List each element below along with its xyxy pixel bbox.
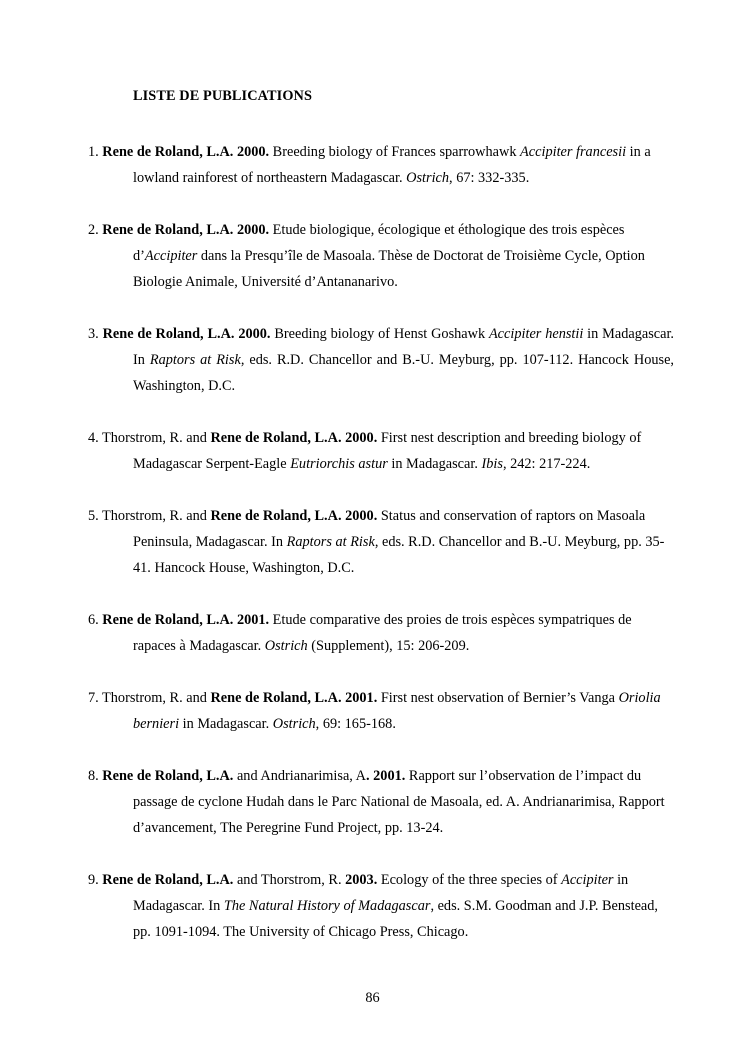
entry-text: Breeding biology of Henst Goshawk xyxy=(270,326,489,342)
page-heading: LISTE DE PUBLICATIONS xyxy=(133,88,313,104)
publication-entry xyxy=(88,867,674,945)
entry-text: 1. xyxy=(88,144,103,160)
page-number: 86 xyxy=(365,990,380,1006)
publication-entry xyxy=(88,685,674,737)
publication-entry xyxy=(88,217,674,295)
entry-text: , eds. R.D. Chancellor and B.-U. Meyburg, pp. 35-41. Hancock House, Washington, D.C. xyxy=(133,534,665,576)
author-year: Rene de Roland, L.A. 2000. xyxy=(102,326,271,342)
italic-title: Raptors at Risk xyxy=(286,534,375,550)
italic-title: Accipiter henstii xyxy=(488,326,584,342)
entry-text: Etude comparative des proies de trois espèces sympatriques de rapaces à Madagascar. xyxy=(133,612,632,654)
entry-text: , eds. R.D. Chancellor and B.-U. Meyburg, pp. 107-112. Hancock House, Washington, D.C. xyxy=(133,352,674,394)
italic-title: Eutriorchis astur xyxy=(290,456,388,472)
author-year: Rene de Roland, L.A. xyxy=(102,872,234,888)
entry-text: First nest description and breeding biology of Madagascar Serpent-Eagle xyxy=(133,430,642,472)
entry-text: 8. xyxy=(88,768,103,784)
author-year: 2003. xyxy=(345,872,378,888)
entry-text: 9. xyxy=(88,872,103,888)
entry-text: 3. xyxy=(88,326,103,342)
italic-title: The Natural History of Madagascar xyxy=(223,898,431,914)
entry-text: and Thorstrom, R. xyxy=(233,872,346,888)
author-year: Rene de Roland, L.A. 2001. xyxy=(210,690,378,706)
entry-text: Etude biologique, écologique et éthologique des trois espèces d’ xyxy=(133,222,625,264)
entry-text: in Madagascar. xyxy=(179,716,273,732)
italic-title: Ostrich xyxy=(272,716,316,732)
entry-text: First nest observation of Bernier’s Vanga xyxy=(377,690,619,706)
publication-entry xyxy=(88,503,674,581)
publication-entry xyxy=(88,321,674,399)
entry-text: , 67: 332-335. xyxy=(449,170,530,186)
italic-title: Accipiter xyxy=(144,248,198,264)
entry-text: Ecology of the three species of xyxy=(377,872,562,888)
entry-text: , 69: 165-168. xyxy=(315,716,396,732)
publication-entry xyxy=(88,763,674,841)
entry-text: (Supplement), 15: 206-209. xyxy=(307,638,470,654)
entry-text: Breeding biology of Frances sparrowhawk xyxy=(269,144,521,160)
italic-title: Oriolia bernieri xyxy=(133,690,661,732)
publication-entry xyxy=(88,607,674,659)
entry-text: 7. Thorstrom, R. and xyxy=(88,690,211,706)
entry-text: 4. Thorstrom, R. and xyxy=(88,430,211,446)
publication-list xyxy=(88,139,674,971)
entry-text: 6. xyxy=(88,612,103,628)
italic-title: Ibis xyxy=(481,456,503,472)
entry-text: and Andrianarimisa, A xyxy=(233,768,366,784)
entry-text: Status and conservation of raptors on Masoala Peninsula, Madagascar. In xyxy=(133,508,646,550)
entry-text: , 242: 217-224. xyxy=(502,456,591,472)
publication-entry xyxy=(88,425,674,477)
italic-title: Ostrich xyxy=(406,170,450,186)
publication-entry xyxy=(88,139,674,191)
italic-title: Raptors at Risk xyxy=(149,352,241,368)
entry-text: Rapport sur l’observation de l’impact du passage de cyclone Hudah dans le Parc National de Masoala, ed. A. Andrianarimisa, Rapport d’avancement, The Peregrine Fund Project, pp. 13-24. xyxy=(133,768,665,836)
italic-title: Accipiter francesii xyxy=(520,144,627,160)
author-year: Rene de Roland, L.A. 2000. xyxy=(102,222,270,238)
author-year: . 2001. xyxy=(366,768,406,784)
author-year: Rene de Roland, L.A. xyxy=(102,768,234,784)
entry-text: 2. xyxy=(88,222,103,238)
author-year: Rene de Roland, L.A. 2000. xyxy=(102,144,270,160)
author-year: Rene de Roland, L.A. 2001. xyxy=(102,612,270,628)
entry-text: dans la Presqu’île de Masoala. Thèse de Doctorat de Troisième Cycle, Option Biologie Animale, Université d’Antananarivo. xyxy=(133,248,645,290)
entry-text: in a lowland rainforest of northeastern Madagascar. xyxy=(133,144,651,186)
author-year: Rene de Roland, L.A. 2000. xyxy=(210,430,378,446)
author-year: Rene de Roland, L.A. 2000. xyxy=(210,508,378,524)
entry-text: in Madagascar. xyxy=(387,456,482,472)
entry-text: in Madagascar. In xyxy=(133,326,674,368)
entry-text: , eds. S.M. Goodman and J.P. Benstead, pp. 1091-1094. The University of Chicago Press, Chicago. xyxy=(133,898,658,940)
entry-text: in Madagascar. In xyxy=(133,872,629,914)
italic-title: Ostrich xyxy=(264,638,308,654)
italic-title: Accipiter xyxy=(561,872,614,888)
entry-text: 5. Thorstrom, R. and xyxy=(88,508,211,524)
